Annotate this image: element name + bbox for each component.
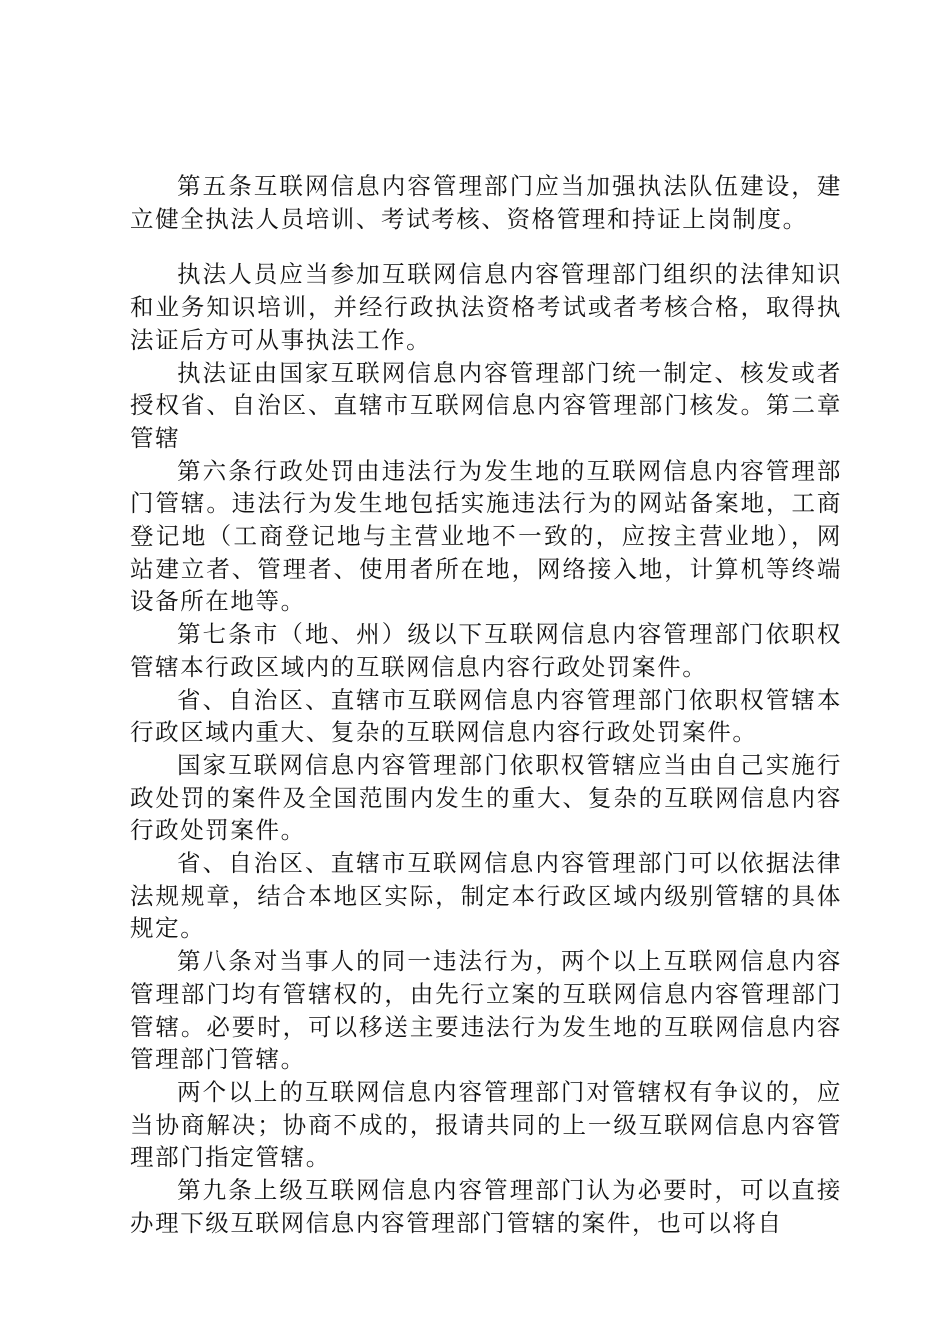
paragraph-enforcement-training: 执法人员应当参加互联网信息内容管理部门组织的法律知识和业务知识培训，并经行政执法资格考试或者考核合格，取得执法证后方可从事执法工作。	[130, 260, 842, 354]
paragraph-enforcement-certificate: 执法证由国家互联网信息内容管理部门统一制定、核发或者授权省、自治区、直辖市互联网信息内容管理部门核发。第二章管辖	[130, 358, 842, 452]
paragraph-jurisdiction-dispute: 两个以上的互联网信息内容管理部门对管辖权有争议的，应当协商解决；协商不成的，报请共同的上一级互联网信息内容管理部门指定管辖。	[130, 1077, 842, 1172]
paragraph-article-8: 第八条对当事人的同一违法行为，两个以上互联网信息内容管理部门均有管辖权的，由先行立案的互联网信息内容管理部门管辖。必要时，可以移送主要违法行为发生地的互联网信息内容管理部门管辖。	[130, 947, 842, 1074]
paragraph-article-9: 第九条上级互联网信息内容管理部门认为必要时，可以直接办理下级互联网信息内容管理部门管辖的案件，也可以将自	[130, 1176, 842, 1237]
paragraph-article-6: 第六条行政处罚由违法行为发生地的互联网信息内容管理部门管辖。违法行为发生地包括实施违法行为的网站备案地，工商登记地（工商登记地与主营业地不一致的，应按主营业地），网站建立者、管理者、使用者所在地，网络接入地，计算机等终端设备所在地等。	[130, 456, 842, 616]
document-body	[130, 170, 842, 1240]
paragraph-provincial-jurisdiction: 省、自治区、直辖市互联网信息内容管理部门依职权管辖本行政区域内重大、复杂的互联网信息内容行政处罚案件。	[130, 685, 842, 747]
paragraph-level-jurisdiction: 省、自治区、直辖市互联网信息内容管理部门可以依据法律法规规章，结合本地区实际，制定本行政区域内级别管辖的具体规定。	[130, 849, 842, 943]
paragraph-national-jurisdiction: 国家互联网信息内容管理部门依职权管辖应当由自己实施行政处罚的案件及全国范围内发生的重大、复杂的互联网信息内容行政处罚案件。	[130, 750, 842, 845]
paragraph-article-7: 第七条市（地、州）级以下互联网信息内容管理部门依职权管辖本行政区域内的互联网信息内容行政处罚案件。	[130, 620, 842, 681]
paragraph-article-5: 第五条互联网信息内容管理部门应当加强执法队伍建设，建立健全执法人员培训、考试考核、资格管理和持证上岗制度。	[130, 172, 842, 233]
